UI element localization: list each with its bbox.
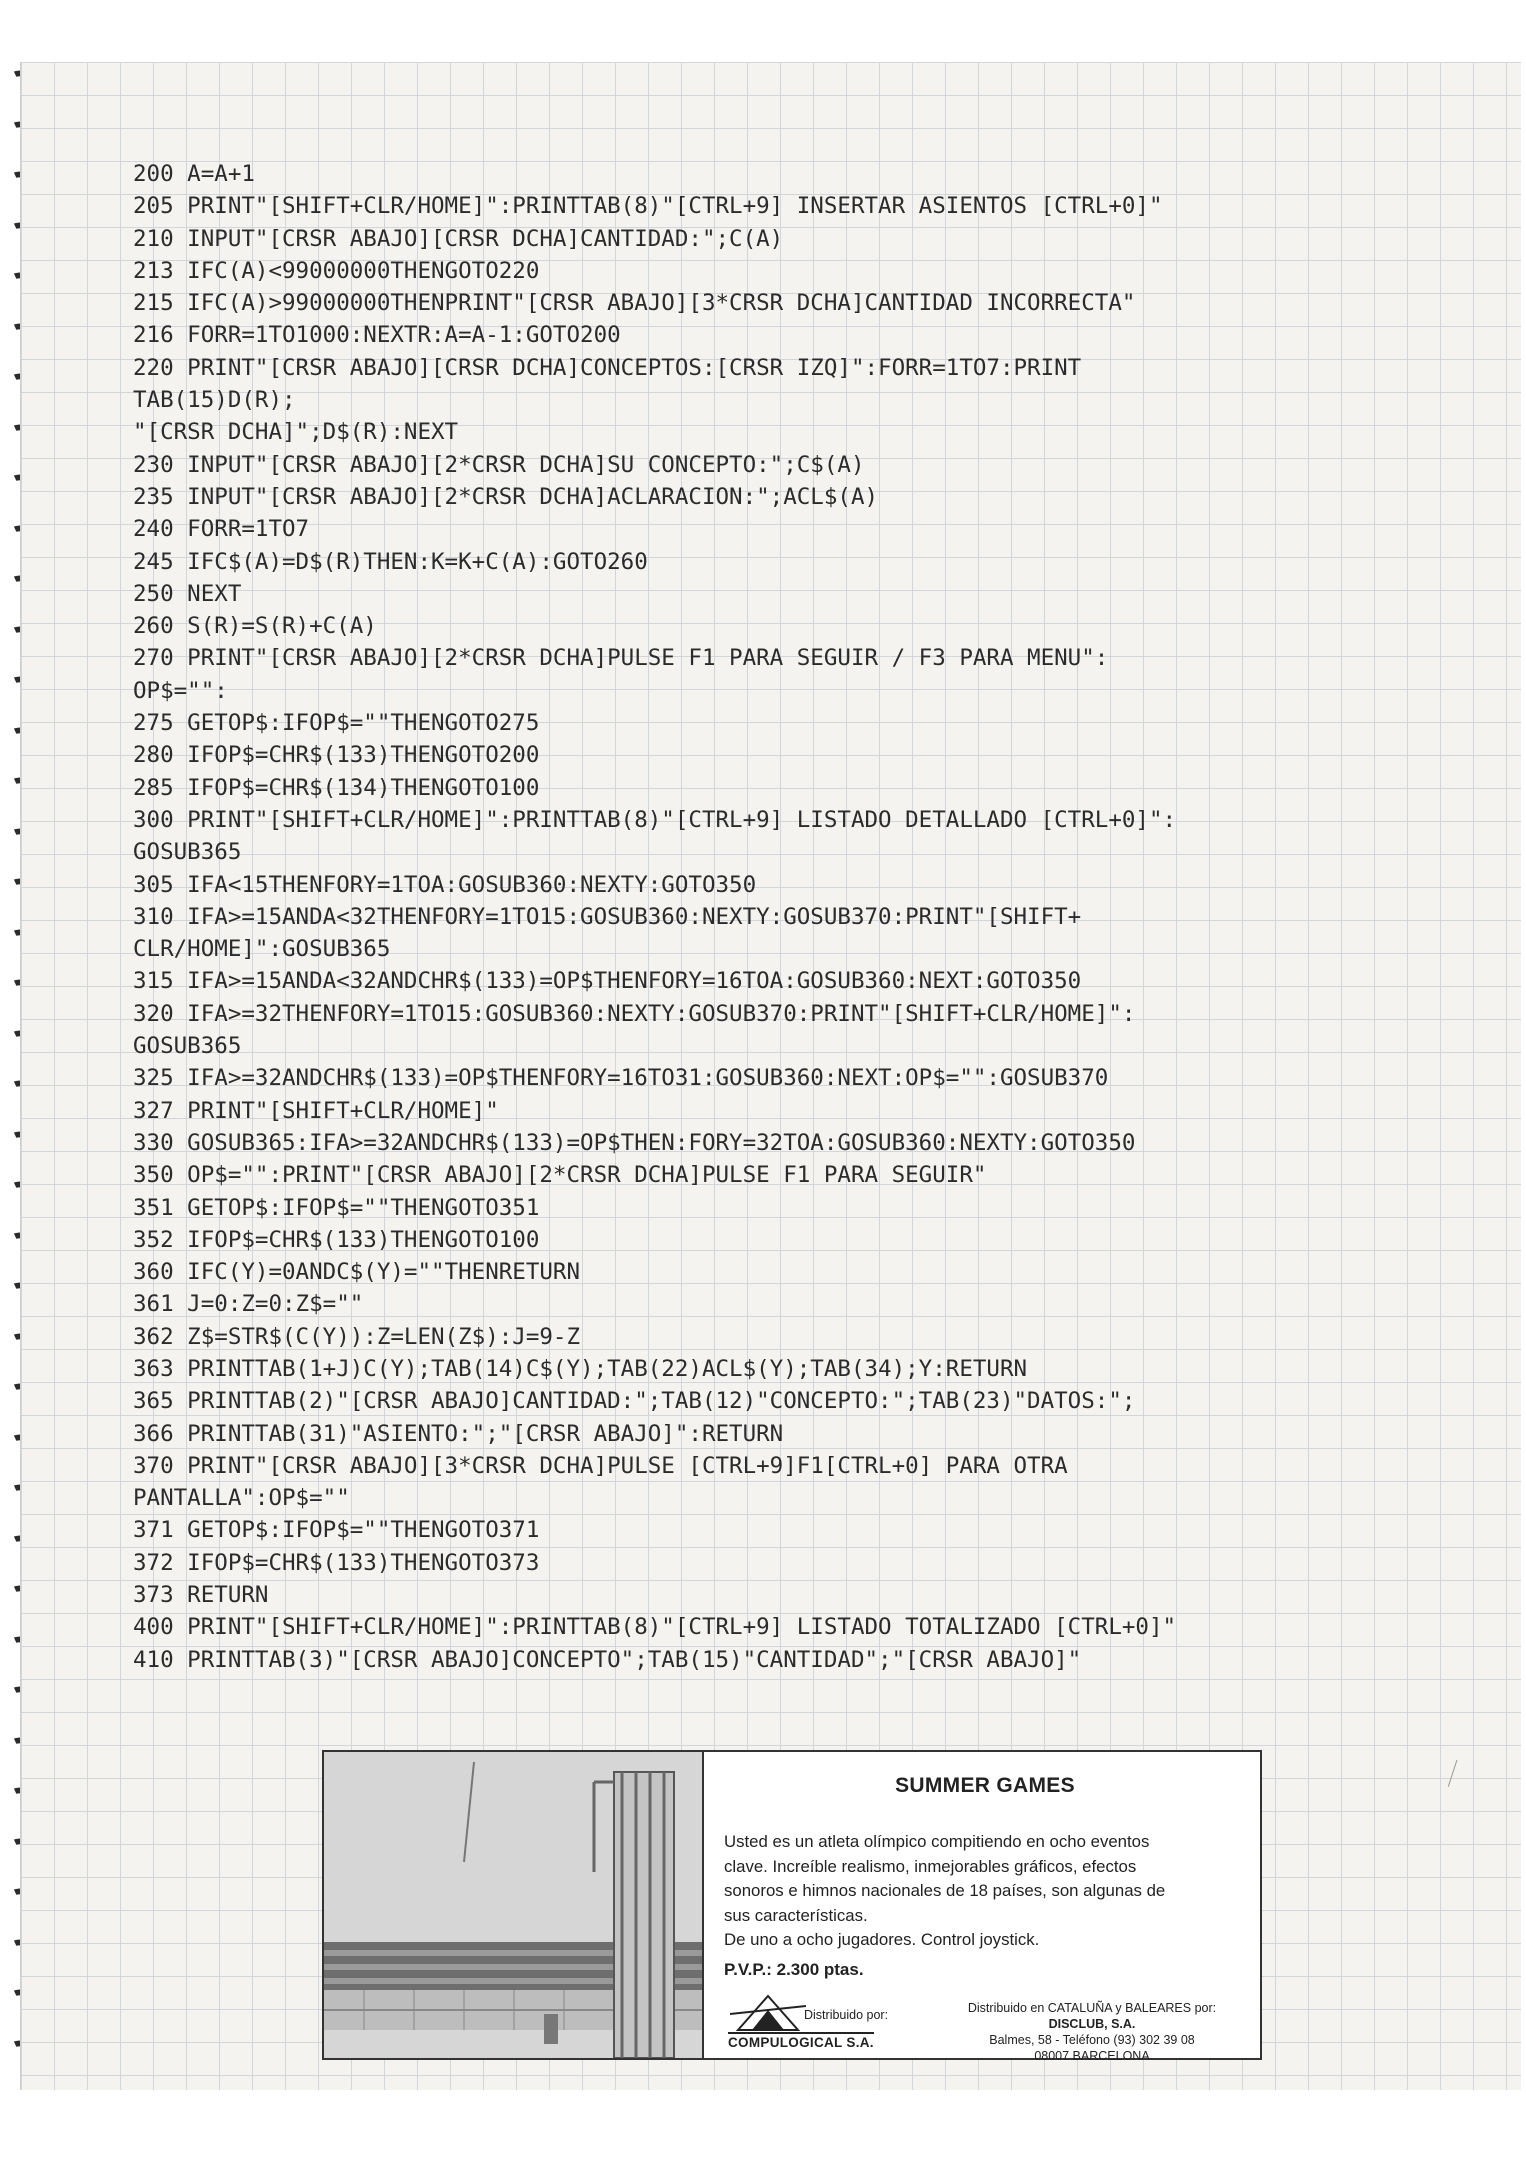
code-line: GOSUB365 — [133, 839, 242, 866]
code-line: 285 IFOP$=CHR$(134)THENGOTO100 — [133, 774, 540, 801]
ad-description-line: sus características. — [724, 1905, 868, 1925]
ad-description-line: clave. Increíble realismo, inmejorables gráficos, efectos — [724, 1856, 1137, 1876]
code-line: "[CRSR DCHA]";D$(R):NEXT — [133, 419, 459, 446]
basic-listing — [133, 158, 1393, 1676]
code-line: 235 INPUT"[CRSR ABAJO][2*CRSR DCHA]ACLARACION:";ACL$(A) — [133, 483, 879, 510]
code-line: 240 FORR=1TO7 — [133, 516, 310, 543]
code-line: 370 PRINT"[CRSR ABAJO][3*CRSR DCHA]PULSE [CTRL+9]F1[CTRL+0] PARA OTRA — [133, 1452, 1068, 1479]
stadium-scene-image — [324, 1752, 702, 2058]
distributor-address: Balmes, 58 - Teléfono (93) 302 39 08 — [989, 2033, 1195, 2047]
code-line: 245 IFC$(A)=D$(R)THEN:K=K+C(A):GOTO260 — [133, 548, 648, 575]
code-line: OP$="": — [133, 677, 228, 704]
code-line: 400 PRINT"[SHIFT+CLR/HOME]":PRINTTAB(8)"[CTRL+9] LISTADO TOTALIZADO [CTRL+0]" — [133, 1614, 1177, 1641]
code-line: 270 PRINT"[CRSR ABAJO][2*CRSR DCHA]PULSE F1 PARA SEGUIR / F3 PARA MENU": — [133, 645, 1109, 672]
code-line: 300 PRINT"[SHIFT+CLR/HOME]":PRINTTAB(8)"[CTRL+9] LISTADO DETALLADO [CTRL+0]": — [133, 806, 1177, 833]
distributed-by-label: Distribuido por: — [804, 2008, 889, 2022]
code-line: 213 IFC(A)<99000000THENGOTO220 — [133, 257, 540, 284]
ad-description-line: De uno a ocho jugadores. Control joystick. — [724, 1930, 1040, 1949]
code-line: 310 IFA>=15ANDA<32THENFORY=1TO15:GOSUB360:NEXTY:GOSUB370:PRINT"[SHIFT+ — [133, 903, 1082, 930]
code-line: 410 PRINTTAB(3)"[CRSR ABAJO]CONCEPTO";TAB(15)"CANTIDAD";"[CRSR ABAJO]" — [133, 1646, 1082, 1673]
code-line: 372 IFOP$=CHR$(133)THENGOTO373 — [133, 1549, 540, 1576]
code-line: 352 IFOP$=CHR$(133)THENGOTO100 — [133, 1226, 540, 1253]
code-line: 371 GETOP$:IFOP$=""THENGOTO371 — [133, 1517, 540, 1544]
code-line: 363 PRINTTAB(1+J)C(Y);TAB(14)C$(Y);TAB(22)ACL$(Y);TAB(34);Y:RETURN — [133, 1355, 1028, 1382]
ad-description-line: Usted es un atleta olímpico compitiendo en ocho eventos — [724, 1832, 1150, 1851]
code-line: 280 IFOP$=CHR$(133)THENGOTO200 — [133, 742, 540, 769]
code-line: GOSUB365 — [133, 1033, 242, 1060]
code-line: 320 IFA>=32THENFORY=1TO15:GOSUB360:NEXTY:GOSUB370:PRINT"[SHIFT+CLR/HOME]": — [133, 1000, 1136, 1027]
distributor-info — [932, 2000, 1252, 2064]
code-line: 250 NEXT — [133, 580, 242, 607]
code-line: 361 J=0:Z=0:Z$="" — [133, 1291, 364, 1318]
ad-description — [724, 1830, 1239, 1953]
distributor-line: Distribuido en CATALUÑA y BALEARES por: — [967, 2001, 1217, 2015]
compulogical-logo — [724, 1998, 924, 2052]
code-line: 205 PRINT"[SHIFT+CLR/HOME]":PRINTTAB(8)"[CTRL+9] INSERTAR ASIENTOS [CTRL+0]" — [133, 193, 1163, 220]
code-line: 215 IFC(A)>99000000THENPRINT"[CRSR ABAJO][3*CRSR DCHA]CANTIDAD INCORRECTA" — [133, 290, 1136, 317]
ad-text-block — [724, 1752, 1246, 2063]
distributor-city: 08007 BARCELONA — [1034, 2049, 1150, 2063]
code-line: PANTALLA":OP$="" — [133, 1485, 350, 1512]
distributor-name: DISCLUB, S.A. — [1048, 2017, 1136, 2031]
game-screenshot — [324, 1752, 704, 2058]
code-line: 360 IFC(Y)=0ANDC$(Y)=""THENRETURN — [133, 1259, 581, 1286]
code-line: 200 A=A+1 — [133, 161, 255, 187]
logo-name: COMPULOGICAL S.A. — [728, 2032, 874, 2050]
code-line: 305 IFA<15THENFORY=1TOA:GOSUB360:NEXTY:GOTO350 — [133, 871, 757, 898]
code-line: 260 S(R)=S(R)+C(A) — [133, 613, 377, 640]
ad-title: SUMMER GAMES — [895, 1774, 1075, 1797]
code-line: CLR/HOME]":GOSUB365 — [133, 936, 391, 963]
code-line: TAB(15)D(R); — [133, 387, 296, 414]
code-line: 330 GOSUB365:IFA>=32ANDCHR$(133)=OP$THEN:FORY=32TOA:GOSUB360:NEXTY:GOTO350 — [133, 1129, 1136, 1156]
code-line: 365 PRINTTAB(2)"[CRSR ABAJO]CANTIDAD:";TAB(12)"CONCEPTO:";TAB(23)"DATOS:"; — [133, 1388, 1136, 1415]
code-line: 210 INPUT"[CRSR ABAJO][CRSR DCHA]CANTIDAD:";C(A) — [133, 225, 784, 252]
code-line: 362 Z$=STR$(C(Y)):Z=LEN(Z$):J=9-Z — [133, 1323, 581, 1350]
code-line: 216 FORR=1TO1000:NEXTR:A=A-1:GOTO200 — [133, 322, 621, 349]
code-line: 315 IFA>=15ANDA<32ANDCHR$(133)=OP$THENFORY=16TOA:GOSUB360:NEXT:GOTO350 — [133, 968, 1082, 995]
code-line: 373 RETURN — [133, 1582, 269, 1609]
logo-emblem-icon — [730, 1992, 806, 2032]
summer-games-ad — [322, 1750, 1262, 2063]
code-line: 350 OP$="":PRINT"[CRSR ABAJO][2*CRSR DCHA]PULSE F1 PARA SEGUIR" — [133, 1162, 987, 1189]
code-line: 327 PRINT"[SHIFT+CLR/HOME]" — [133, 1097, 499, 1124]
code-line: 220 PRINT"[CRSR ABAJO][CRSR DCHA]CONCEPTOS:[CRSR IZQ]":FORR=1TO7:PRINT — [133, 354, 1082, 381]
code-line: 230 INPUT"[CRSR ABAJO][2*CRSR DCHA]SU CONCEPTO:";C$(A) — [133, 451, 865, 478]
ad-description-line: sonoros e himnos nacionales de 18 países, son algunas de — [724, 1881, 1166, 1900]
code-line: 275 GETOP$:IFOP$=""THENGOTO275 — [133, 710, 540, 737]
code-line: 366 PRINTTAB(31)"ASIENTO:";"[CRSR ABAJO]":RETURN — [133, 1420, 784, 1447]
code-line: 325 IFA>=32ANDCHR$(133)=OP$THENFORY=16TO31:GOSUB360:NEXT:OP$="":GOSUB370 — [133, 1065, 1109, 1092]
ad-price: P.V.P.: 2.300 ptas. — [724, 1960, 864, 1979]
code-line: 351 GETOP$:IFOP$=""THENGOTO351 — [133, 1194, 540, 1221]
